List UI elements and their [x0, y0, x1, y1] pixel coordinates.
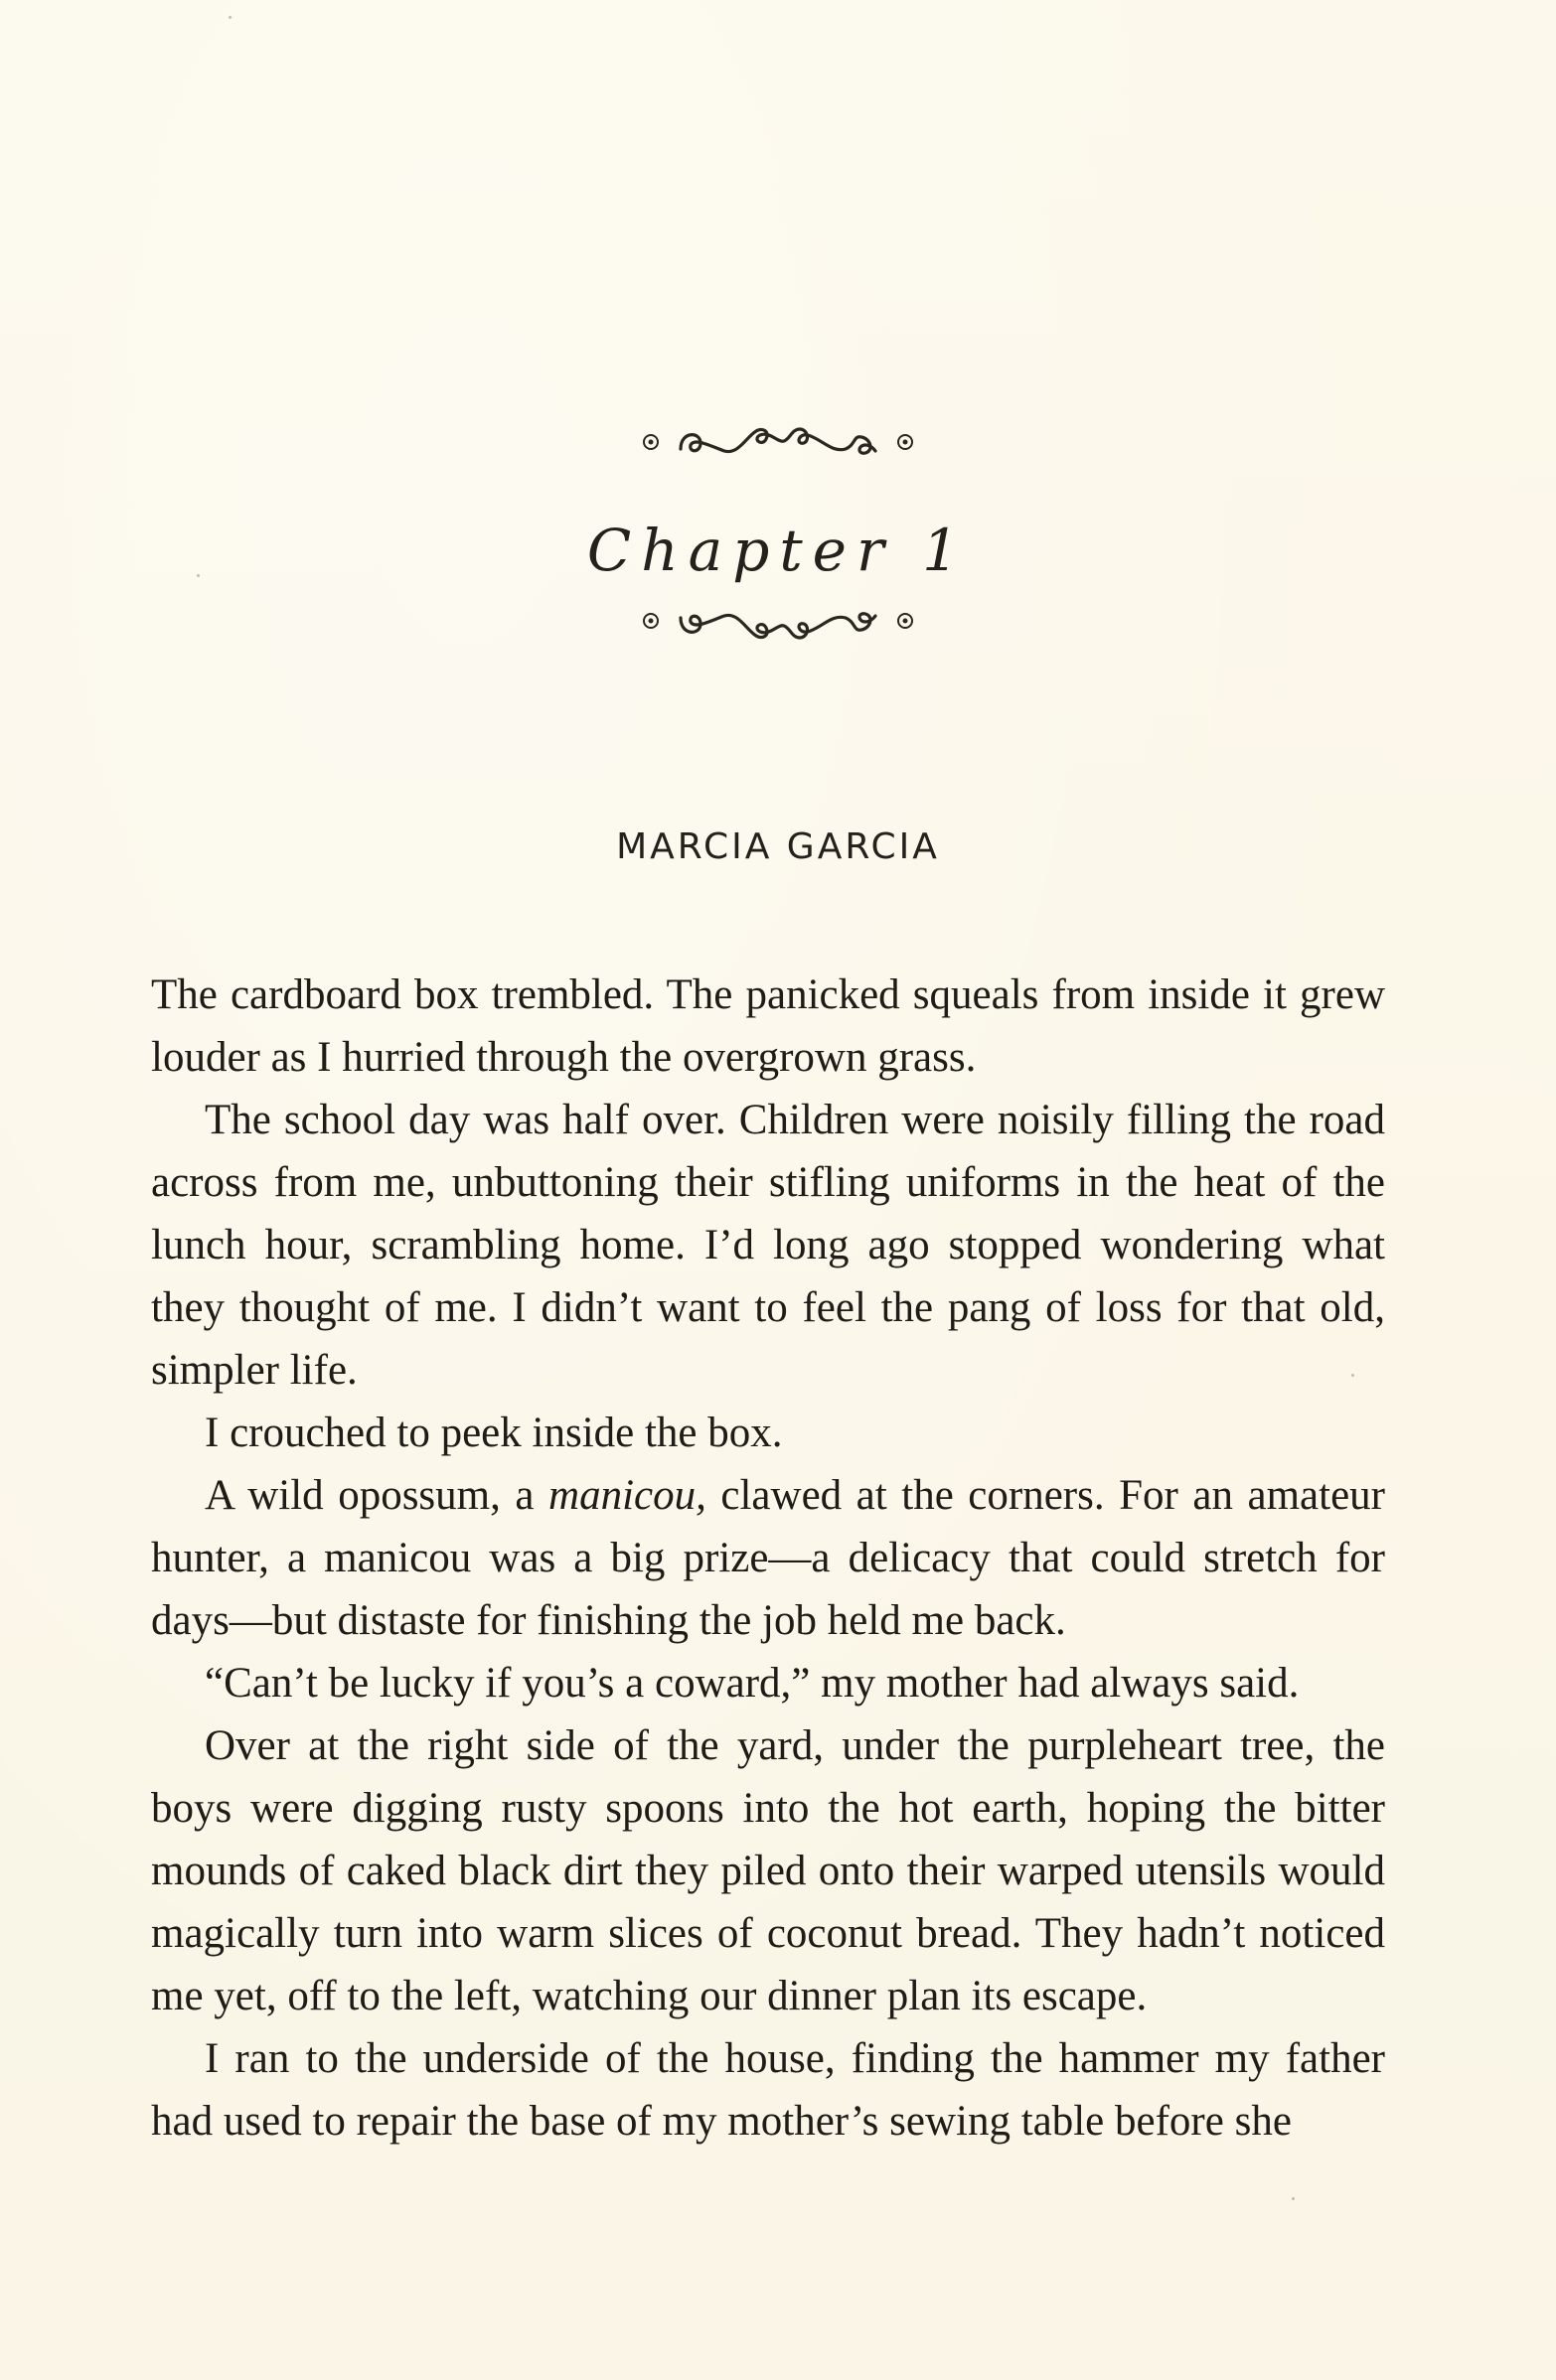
body-paragraph [151, 1714, 1385, 2027]
paragraph-text: “Can’t be lucky if you’s a coward,” my mother had always said. [205, 1660, 1300, 1707]
body-paragraph [151, 1089, 1385, 1402]
top-flourish-ornament [629, 417, 927, 467]
chapter-body-text [151, 964, 1385, 2153]
paragraph-text: The cardboard box trembled. The panicked squeals from inside it grew louder as I hurried through the overgrown grass. [151, 971, 1385, 1081]
paragraph-text: The school day was half over. Children were noisily filling the road across from me, unbuttoning their stifling uniforms in the heat of the lunch hour, scrambling home. I’d long ago stopped wondering what they thought of me. I didn’t want to feel the pang of loss for that old, simpler life. [151, 1097, 1385, 1394]
paragraph-text: Over at the right side of the yard, under the purpleheart tree, the boys were digging rusty spoons into the hot earth, hoping the bitter mounds of caked black dirt they piled onto their warped utensils would magically turn into warm slices of coconut bread. They hadn’t noticed me yet, off to the left, watching our dinner plan its escape. [151, 1722, 1385, 2019]
paper-speck [197, 574, 200, 577]
paragraph-text: I crouched to peek inside the box. [205, 1410, 783, 1456]
body-paragraph [151, 964, 1385, 1089]
bottom-flourish-ornament [629, 596, 927, 646]
paragraph-text: A wild opossum, a [205, 1472, 549, 1519]
chapter-narrator-heading: MARCIA GARCIA [616, 826, 940, 867]
body-paragraph [151, 2027, 1385, 2153]
chapter-title: Chapter 1 [586, 517, 970, 584]
italic-word: manicou, [548, 1472, 706, 1519]
paper-speck [1292, 2197, 1295, 2200]
paragraph-text: I ran to the underside of the house, finding the hammer my father had used to repair the base of my mother’s sewing table before she [151, 2035, 1385, 2145]
paper-speck [1351, 1374, 1354, 1377]
paragraph-text: clawed at the corners. For an amateur hunter, a manicou was a big prize—a delicacy that could stretch for days—but distaste for finishing the job held me back. [151, 1472, 1385, 1644]
body-paragraph [151, 1652, 1385, 1714]
body-paragraph [151, 1464, 1385, 1652]
body-paragraph [151, 1402, 1385, 1464]
paper-speck [229, 16, 232, 19]
